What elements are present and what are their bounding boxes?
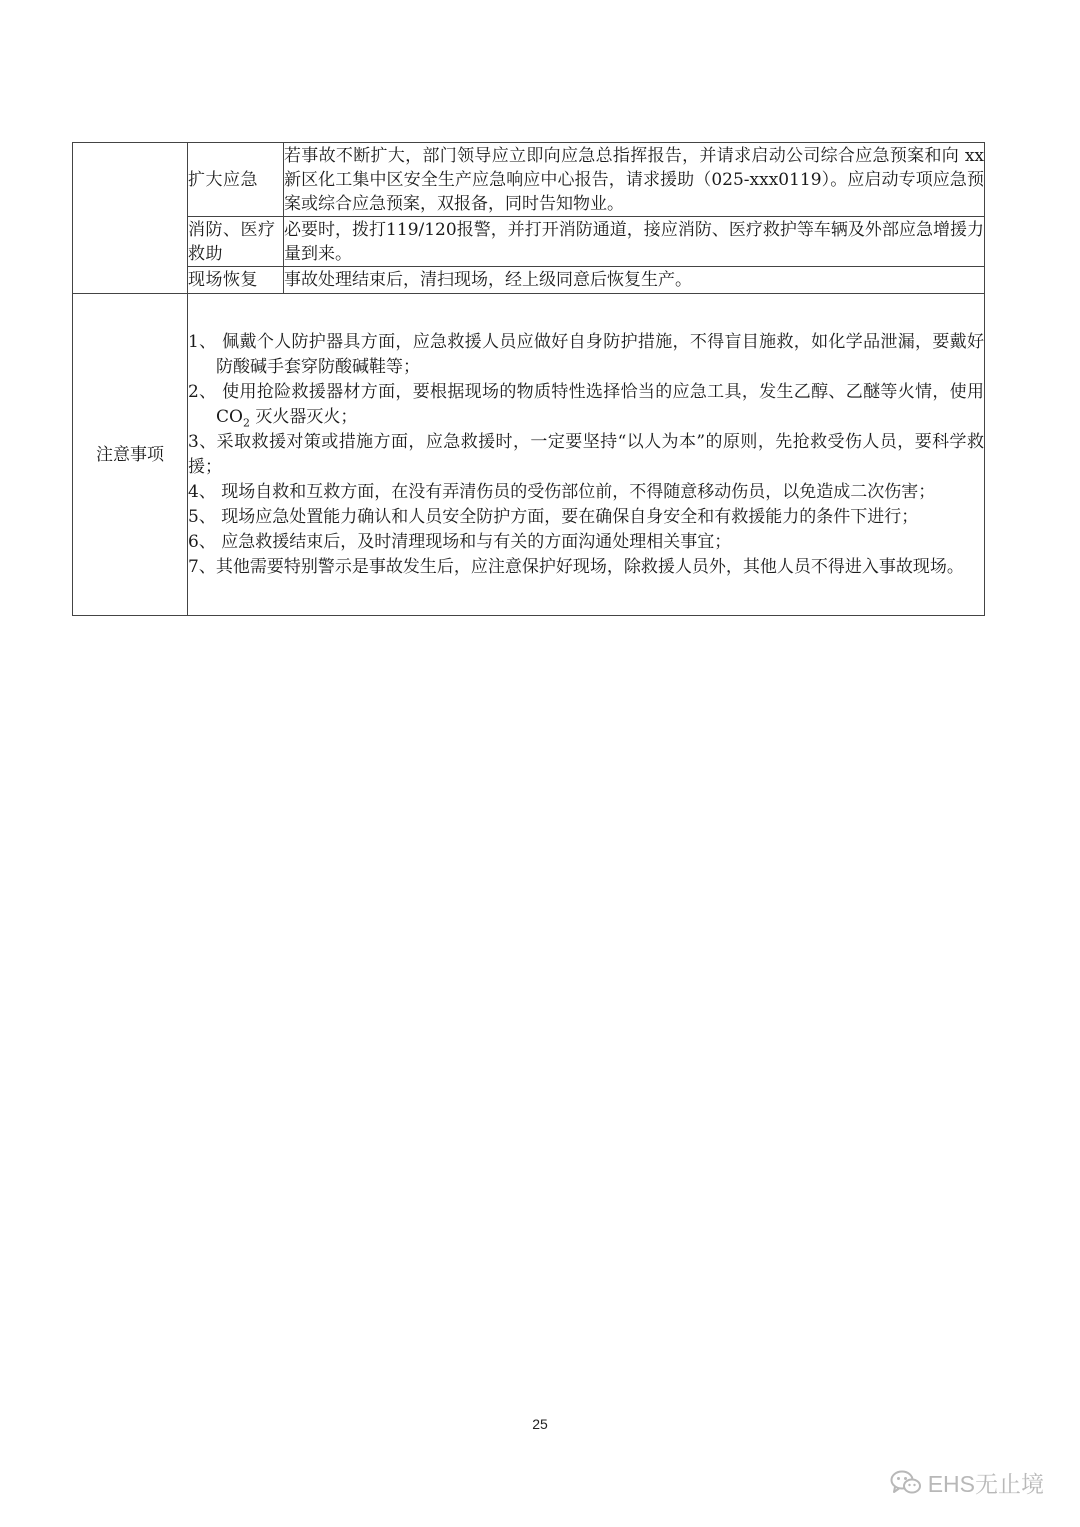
page-number: 25 xyxy=(532,1416,548,1432)
notes-cell xyxy=(188,294,985,616)
table-row xyxy=(73,143,985,217)
row-content: 事故处理结束后，清扫现场，经上级同意后恢复生产。 xyxy=(284,267,985,294)
note-text: 2、 使用抢险救援器材方面，要根据现场的物质特性选择恰当的应急工具，发生乙醇、乙醚等火情，使用 CO xyxy=(188,381,984,427)
note-item xyxy=(188,380,984,430)
row-content: 若事故不断扩大，部门领导应立即向应急总指挥报告，并请求启动公司综合应急预案和向 xx 新区化工集中区安全生产应急响应中心报告，请求援助（025-xxx0119）。应启动专项应急预案或综合应急预案，双报备，同时告知物业。 xyxy=(284,143,985,217)
watermark xyxy=(890,1466,1044,1499)
table-row xyxy=(73,217,985,267)
watermark-text: EHS无止境 xyxy=(927,1471,1044,1497)
row-label: 消防、医疗救助 xyxy=(188,217,284,267)
empty-category-cell xyxy=(73,143,188,294)
row-content: 必要时，拨打119/120报警，并打开消防通道，接应消防、医疗救护等车辆及外部应急增援力量到来。 xyxy=(284,217,985,267)
row-label: 现场恢复 xyxy=(188,267,284,294)
wechat-icon xyxy=(890,1469,922,1497)
note-item: 1、 佩戴个人防护器具方面，应急救援人员应做好自身防护措施，不得盲目施救，如化学品泄漏，要戴好防酸碱手套穿防酸碱鞋等； xyxy=(188,331,984,377)
row-label: 扩大应急 xyxy=(188,143,284,217)
note-item: 3、采取救援对策或措施方面，应急救援时，一定要坚持“以人为本”的原则，先抢救受伤人员，要科学救援； xyxy=(188,431,984,477)
subscript: 2 xyxy=(242,415,250,429)
table-row xyxy=(73,294,985,616)
emergency-procedure-table xyxy=(72,142,985,616)
note-item: 4、 现场自救和互救方面，在没有弄清伤员的受伤部位前，不得随意移动伤员，以免造成二次伤害； xyxy=(188,481,936,502)
notes-category-cell: 注意事项 xyxy=(73,294,188,616)
note-item: 6、 应急救援结束后，及时清理现场和与有关的方面沟通处理相关事宜； xyxy=(188,531,732,552)
note-text: 灭火器灭火； xyxy=(249,406,358,427)
note-item: 7、其他需要特别警示是事故发生后，应注意保护好现场，除救援人员外，其他人员不得进入事故现场。 xyxy=(188,556,964,577)
note-item: 5、 现场应急处置能力确认和人员安全防护方面，要在确保自身安全和有救援能力的条件下进行； xyxy=(188,506,919,527)
table-row xyxy=(73,267,985,294)
